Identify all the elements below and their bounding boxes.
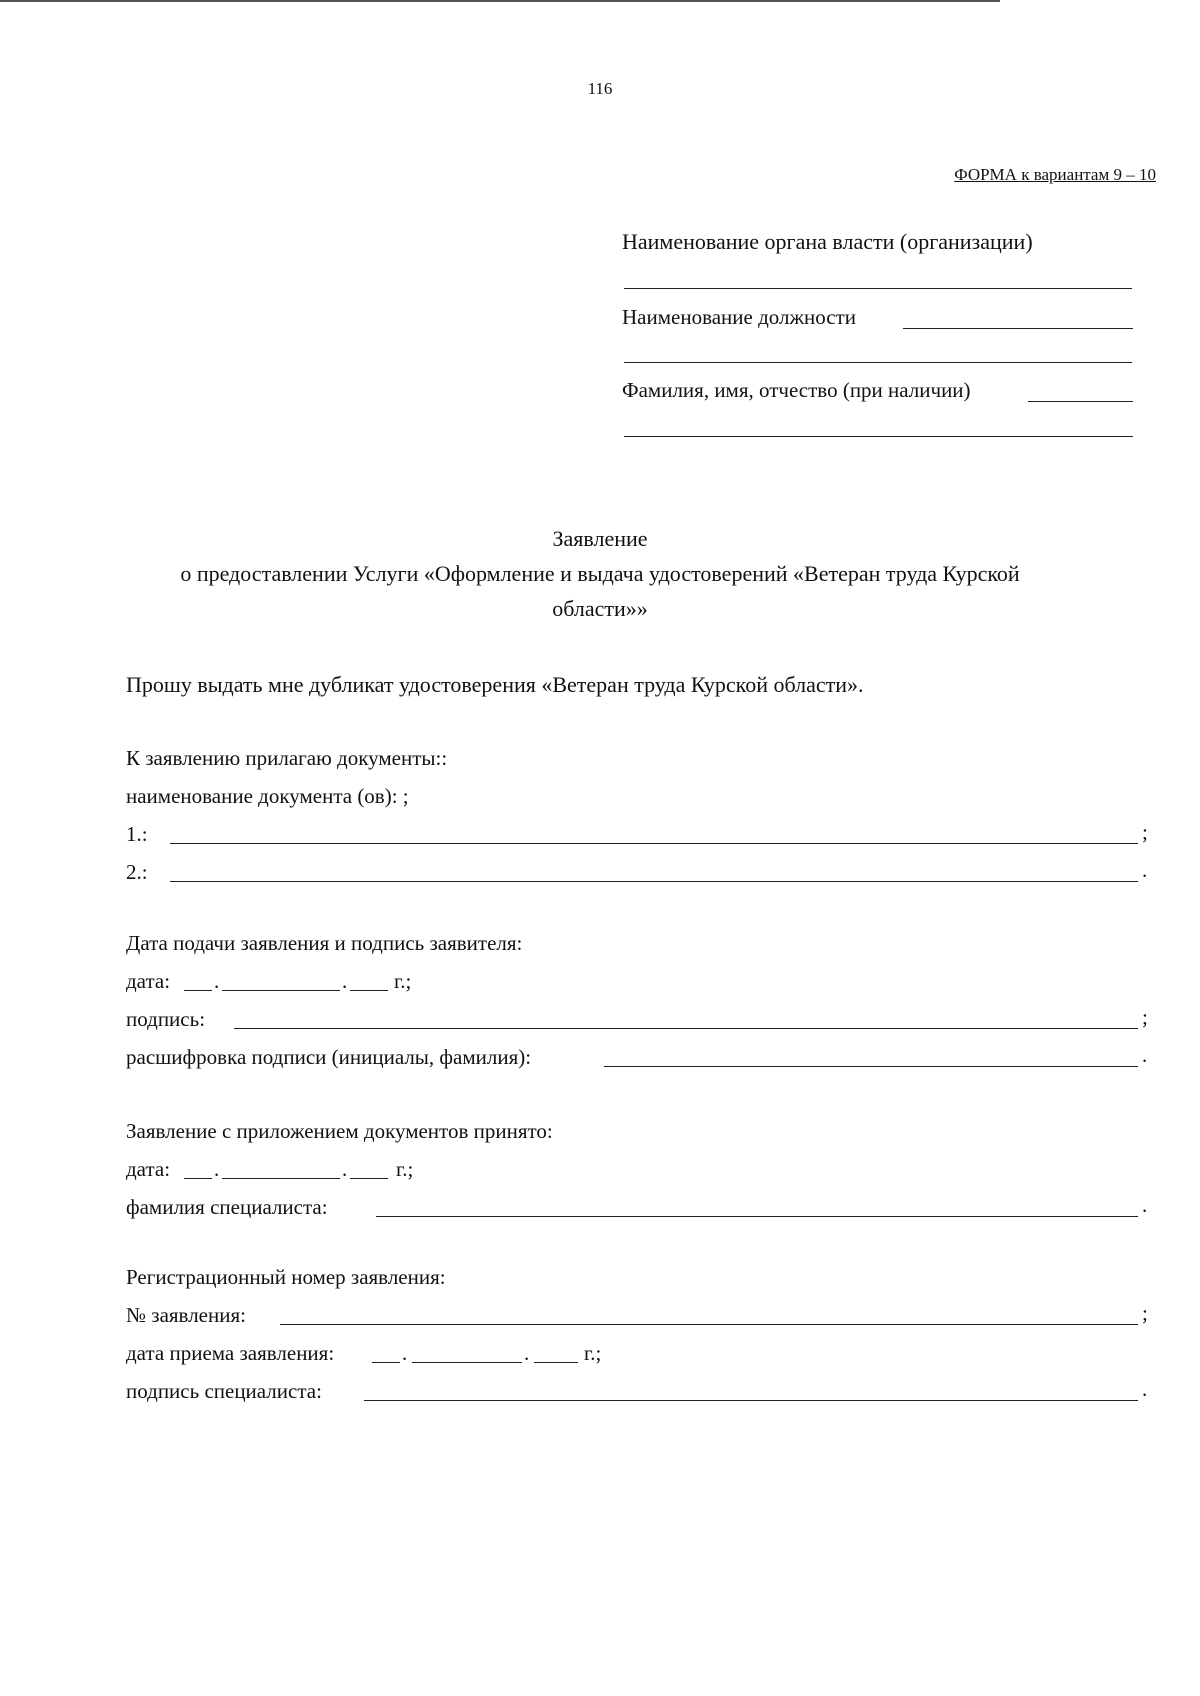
acceptance-specialist-end: . xyxy=(1142,1193,1148,1217)
page-number: 116 xyxy=(587,79,613,98)
acceptance-date-month-field[interactable] xyxy=(222,1178,340,1179)
applicant-date-suffix: г.; xyxy=(394,969,412,993)
registration-date-suffix: г.; xyxy=(584,1341,602,1365)
registration-date-label: дата приема заявления: xyxy=(126,1341,335,1365)
acceptance-date-day-field[interactable] xyxy=(184,1178,212,1179)
applicant-date-day-field[interactable] xyxy=(184,990,212,991)
acceptance-date-label: дата: xyxy=(126,1157,171,1181)
document-subtitle-line2: области»» xyxy=(552,596,648,621)
form-reference: ФОРМА к вариантам 9 – 10 xyxy=(954,165,1156,184)
attachments-heading: К заявлению прилагаю документы:: xyxy=(126,746,448,770)
acceptance-heading: Заявление с приложением документов принято: xyxy=(126,1119,553,1143)
registration-signature-label: подпись специалиста: xyxy=(126,1379,322,1403)
fullname-label: Фамилия, имя, отчество (при наличии) xyxy=(622,378,971,402)
applicant-decoding-end: . xyxy=(1142,1043,1148,1067)
applicant-heading: Дата подачи заявления и подпись заявителя: xyxy=(126,931,523,955)
attachment-item-number: 2.: xyxy=(126,860,148,884)
attachment-field-2[interactable] xyxy=(170,881,1138,882)
attachments-subheading: наименование документа (ов): ; xyxy=(126,784,409,808)
registration-number-label: № заявления: xyxy=(126,1303,246,1327)
position-label: Наименование должности xyxy=(622,305,856,329)
position-field-line-2[interactable] xyxy=(624,362,1132,363)
acceptance-specialist-label: фамилия специалиста: xyxy=(126,1195,328,1219)
applicant-decoding-field[interactable] xyxy=(604,1066,1138,1067)
position-field-line[interactable] xyxy=(903,328,1133,329)
applicant-date-label: дата: xyxy=(126,969,171,993)
registration-number-field[interactable] xyxy=(280,1324,1138,1325)
date-separator: . xyxy=(402,1341,408,1365)
date-separator: . xyxy=(342,969,348,993)
attachment-item-end: ; xyxy=(1142,820,1148,844)
attachment-item-end: . xyxy=(1142,858,1148,882)
acceptance-specialist-field[interactable] xyxy=(376,1216,1138,1217)
registration-date-month-field[interactable] xyxy=(412,1362,522,1363)
fullname-field-line[interactable] xyxy=(1028,401,1133,402)
acceptance-date-year-field[interactable] xyxy=(350,1178,388,1179)
applicant-date-month-field[interactable] xyxy=(222,990,340,991)
applicant-signature-label: подпись: xyxy=(126,1007,206,1031)
scan-edge-line xyxy=(0,0,1000,2)
applicant-decoding-label: расшифровка подписи (инициалы, фамилия): xyxy=(126,1045,532,1069)
document-title: Заявление xyxy=(552,526,648,551)
authority-field-line[interactable] xyxy=(624,288,1132,289)
registration-date-day-field[interactable] xyxy=(372,1362,400,1363)
registration-signature-end: . xyxy=(1142,1377,1148,1401)
registration-number-end: ; xyxy=(1142,1301,1148,1325)
date-separator: . xyxy=(342,1157,348,1181)
acceptance-date-suffix: г.; xyxy=(396,1157,414,1181)
document-subtitle-line1: о предоставлении Услуги «Оформление и выдача удостоверений «Ветеран труда Курской xyxy=(180,561,1020,586)
applicant-signature-end: ; xyxy=(1142,1005,1148,1029)
applicant-signature-field[interactable] xyxy=(234,1028,1138,1029)
attachment-item-number: 1.: xyxy=(126,822,148,846)
request-text: Прошу выдать мне дубликат удостоверения «Ветеран труда Курской области». xyxy=(126,672,864,697)
date-separator: . xyxy=(214,1157,220,1181)
attachment-field-1[interactable] xyxy=(170,843,1138,844)
date-separator: . xyxy=(524,1341,530,1365)
registration-signature-field[interactable] xyxy=(364,1400,1138,1401)
applicant-date-year-field[interactable] xyxy=(350,990,388,991)
date-separator: . xyxy=(214,969,220,993)
registration-heading: Регистрационный номер заявления: xyxy=(126,1265,446,1289)
fullname-field-line-2[interactable] xyxy=(624,436,1133,437)
registration-date-year-field[interactable] xyxy=(534,1362,578,1363)
authority-label: Наименование органа власти (организации) xyxy=(622,229,1033,254)
